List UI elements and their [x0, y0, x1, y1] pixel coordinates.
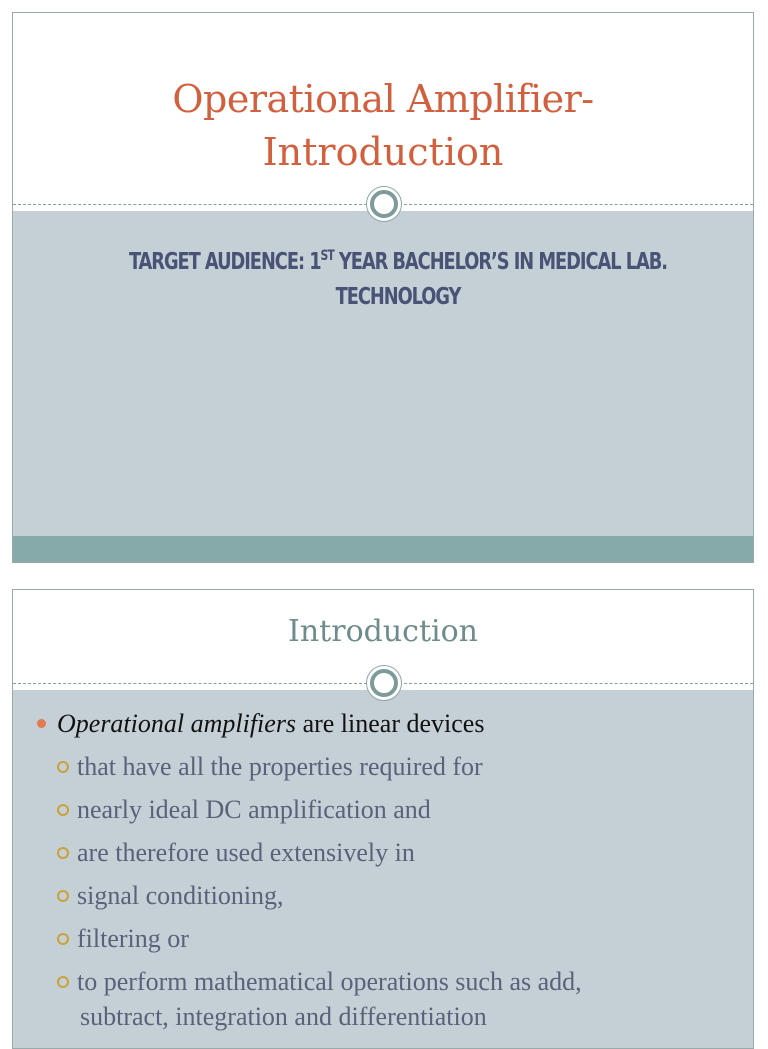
- sub-bullet-continuation: subtract, integration and differentiation: [80, 1002, 487, 1031]
- slide-2-title: Introduction: [288, 614, 478, 649]
- slide-1-title-line-2: Introduction: [262, 130, 504, 174]
- sub-bullet-text: to perform mathematical operations such as add,: [77, 967, 582, 996]
- sub-bullet-text: filtering or: [77, 924, 189, 953]
- sub-bullet: [57, 795, 431, 825]
- slide-1-title-line-1: Operational Amplifier-: [172, 77, 594, 121]
- slide-1-title-area: [13, 13, 753, 205]
- sub-bullet: [57, 924, 189, 954]
- slide-1-footer-bar: [13, 536, 753, 562]
- slide-1: [12, 12, 754, 563]
- sub-bullet-text: that have all the properties required for: [77, 752, 483, 781]
- sub-bullet-circle-icon: [57, 976, 69, 988]
- slide-1-title: [53, 73, 713, 179]
- sub-bullet: [57, 967, 582, 997]
- slide-1-subtitle: [119, 245, 678, 315]
- sub-bullet-circle-icon: [57, 847, 69, 859]
- sub-bullet-circle-icon: [57, 890, 69, 902]
- sub-bullet-circle-icon: [57, 933, 69, 945]
- sub-bullet-circle-icon: [57, 761, 69, 773]
- sub-bullet-text: signal conditioning,: [77, 881, 284, 910]
- sub-bullet: [57, 881, 284, 911]
- bullet-main-italic: Operational amplifiers: [57, 709, 297, 738]
- sub-bullet-circle-icon: [57, 804, 69, 816]
- subtitle-text-2: YEAR BACHELOR’S IN MEDICAL LAB. TECHNOLOGY: [333, 249, 668, 310]
- divider-ring-icon: [366, 186, 402, 222]
- sub-bullet-text: are therefore used extensively in: [77, 838, 415, 867]
- sub-bullet: [57, 752, 483, 782]
- sub-bullet: [57, 838, 415, 868]
- bullet-main: [37, 709, 484, 739]
- bullet-main-text: are linear devices: [296, 709, 485, 738]
- slide-2: [12, 589, 754, 1049]
- sub-bullet-text: nearly ideal DC amplification and: [77, 795, 431, 824]
- subtitle-text-1: TARGET AUDIENCE: 1: [128, 249, 321, 275]
- divider-ring-icon: [366, 665, 402, 701]
- bullet-dot-icon: [37, 719, 46, 728]
- subtitle-superscript: ST: [320, 248, 334, 264]
